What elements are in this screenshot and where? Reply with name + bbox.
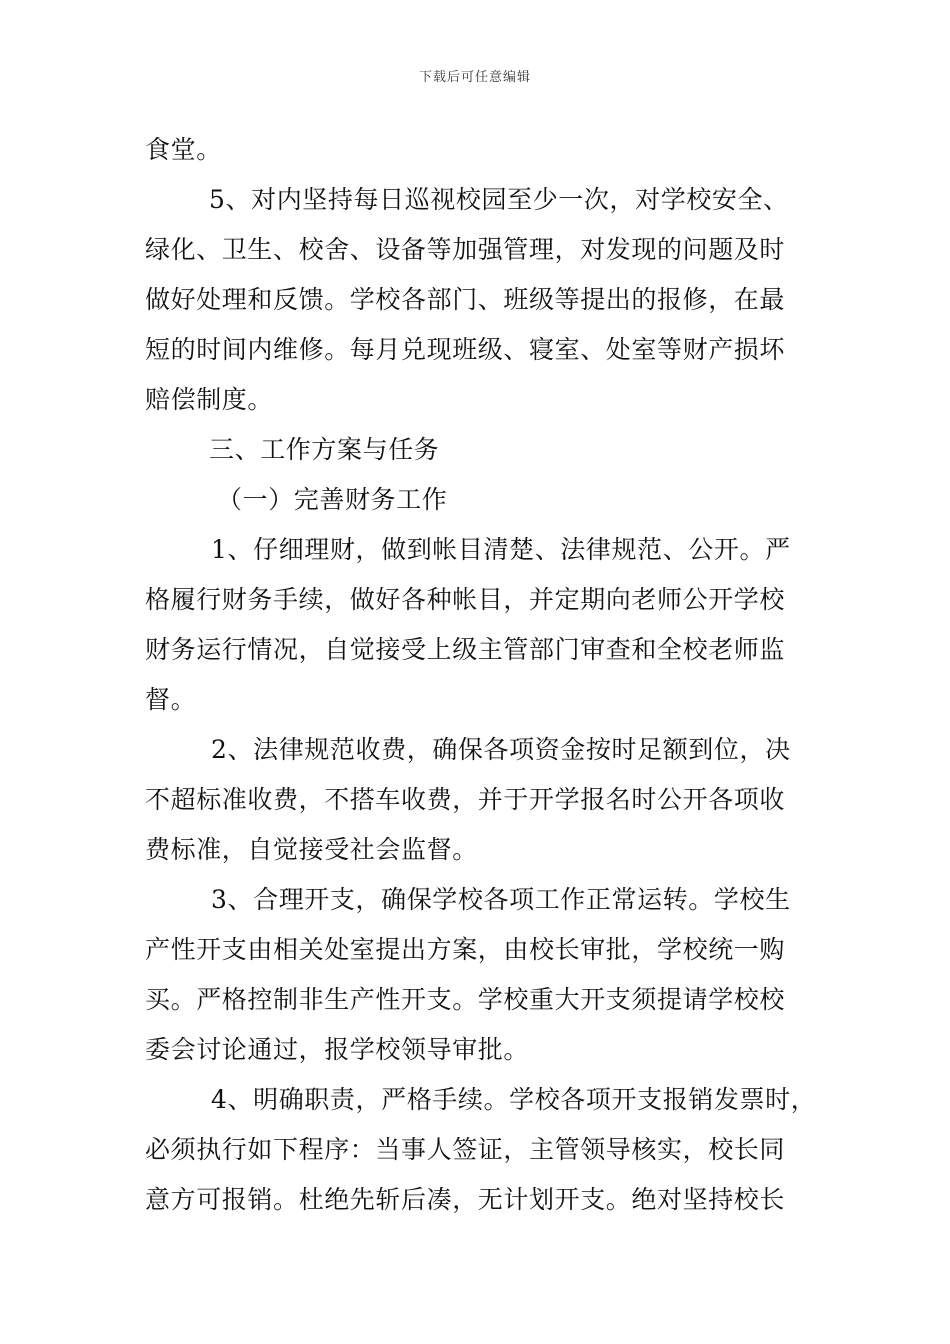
text-line: 必须执行如下程序：当事人签证，主管领导核实，校长同 (145, 1135, 786, 1164)
text-line: 食堂。 (145, 135, 222, 164)
text-line: 不超标准收费，不搭车收费，并于开学报名时公开各项收 (145, 785, 786, 814)
subsection-heading: （一）完善财务工作 (217, 485, 448, 514)
paragraph-3-start: 3、合理开支，确保学校各项工作正常运转。学校生 (211, 885, 791, 914)
text-line: 短的时间内维修。每月兑现班级、寝室、处室等财产损坏 (145, 335, 786, 364)
paragraph-4-start: 4、明确职责，严格手续。学校各项开支报销发票时， (211, 1085, 817, 1114)
text-line: 督。 (145, 685, 197, 714)
text-line: 买。严格控制非生产性开支。学校重大开支须提请学校校 (145, 985, 786, 1014)
text-line: 做好处理和反馈。学校各部门、班级等提出的报修，在最 (145, 285, 786, 314)
text-line: 格履行财务手续，做好各种帐目，并定期向老师公开学校 (145, 585, 786, 614)
page-header: 下载后可任意编辑 (418, 70, 531, 85)
text-line: 财务运行情况，自觉接受上级主管部门审查和全校老师监 (145, 635, 786, 664)
section-heading: 三、工作方案与任务 (209, 435, 440, 464)
text-line: 委会讨论通过，报学校领导审批。 (145, 1035, 530, 1064)
text-line: 产性开支由相关处室提出方案，由校长审批，学校统一购 (145, 935, 786, 964)
text-line: 绿化、卫生、校舍、设备等加强管理，对发现的问题及时 (145, 235, 786, 264)
paragraph-5-start: 5、对内坚持每日巡视校园至少一次，对学校安全、 (209, 185, 789, 214)
paragraph-1-start: 1、仔细理财，做到帐目清楚、法律规范、公开。严 (211, 535, 791, 564)
text-line: 赔偿制度。 (145, 385, 274, 414)
text-line: 费标准，自觉接受社会监督。 (145, 835, 478, 864)
text-line: 意方可报销。杜绝先斩后凑，无计划开支。绝对坚持校长 (145, 1185, 786, 1214)
document-body (145, 125, 817, 1225)
paragraph-2-start: 2、法律规范收费，确保各项资金按时足额到位，决 (211, 735, 791, 764)
